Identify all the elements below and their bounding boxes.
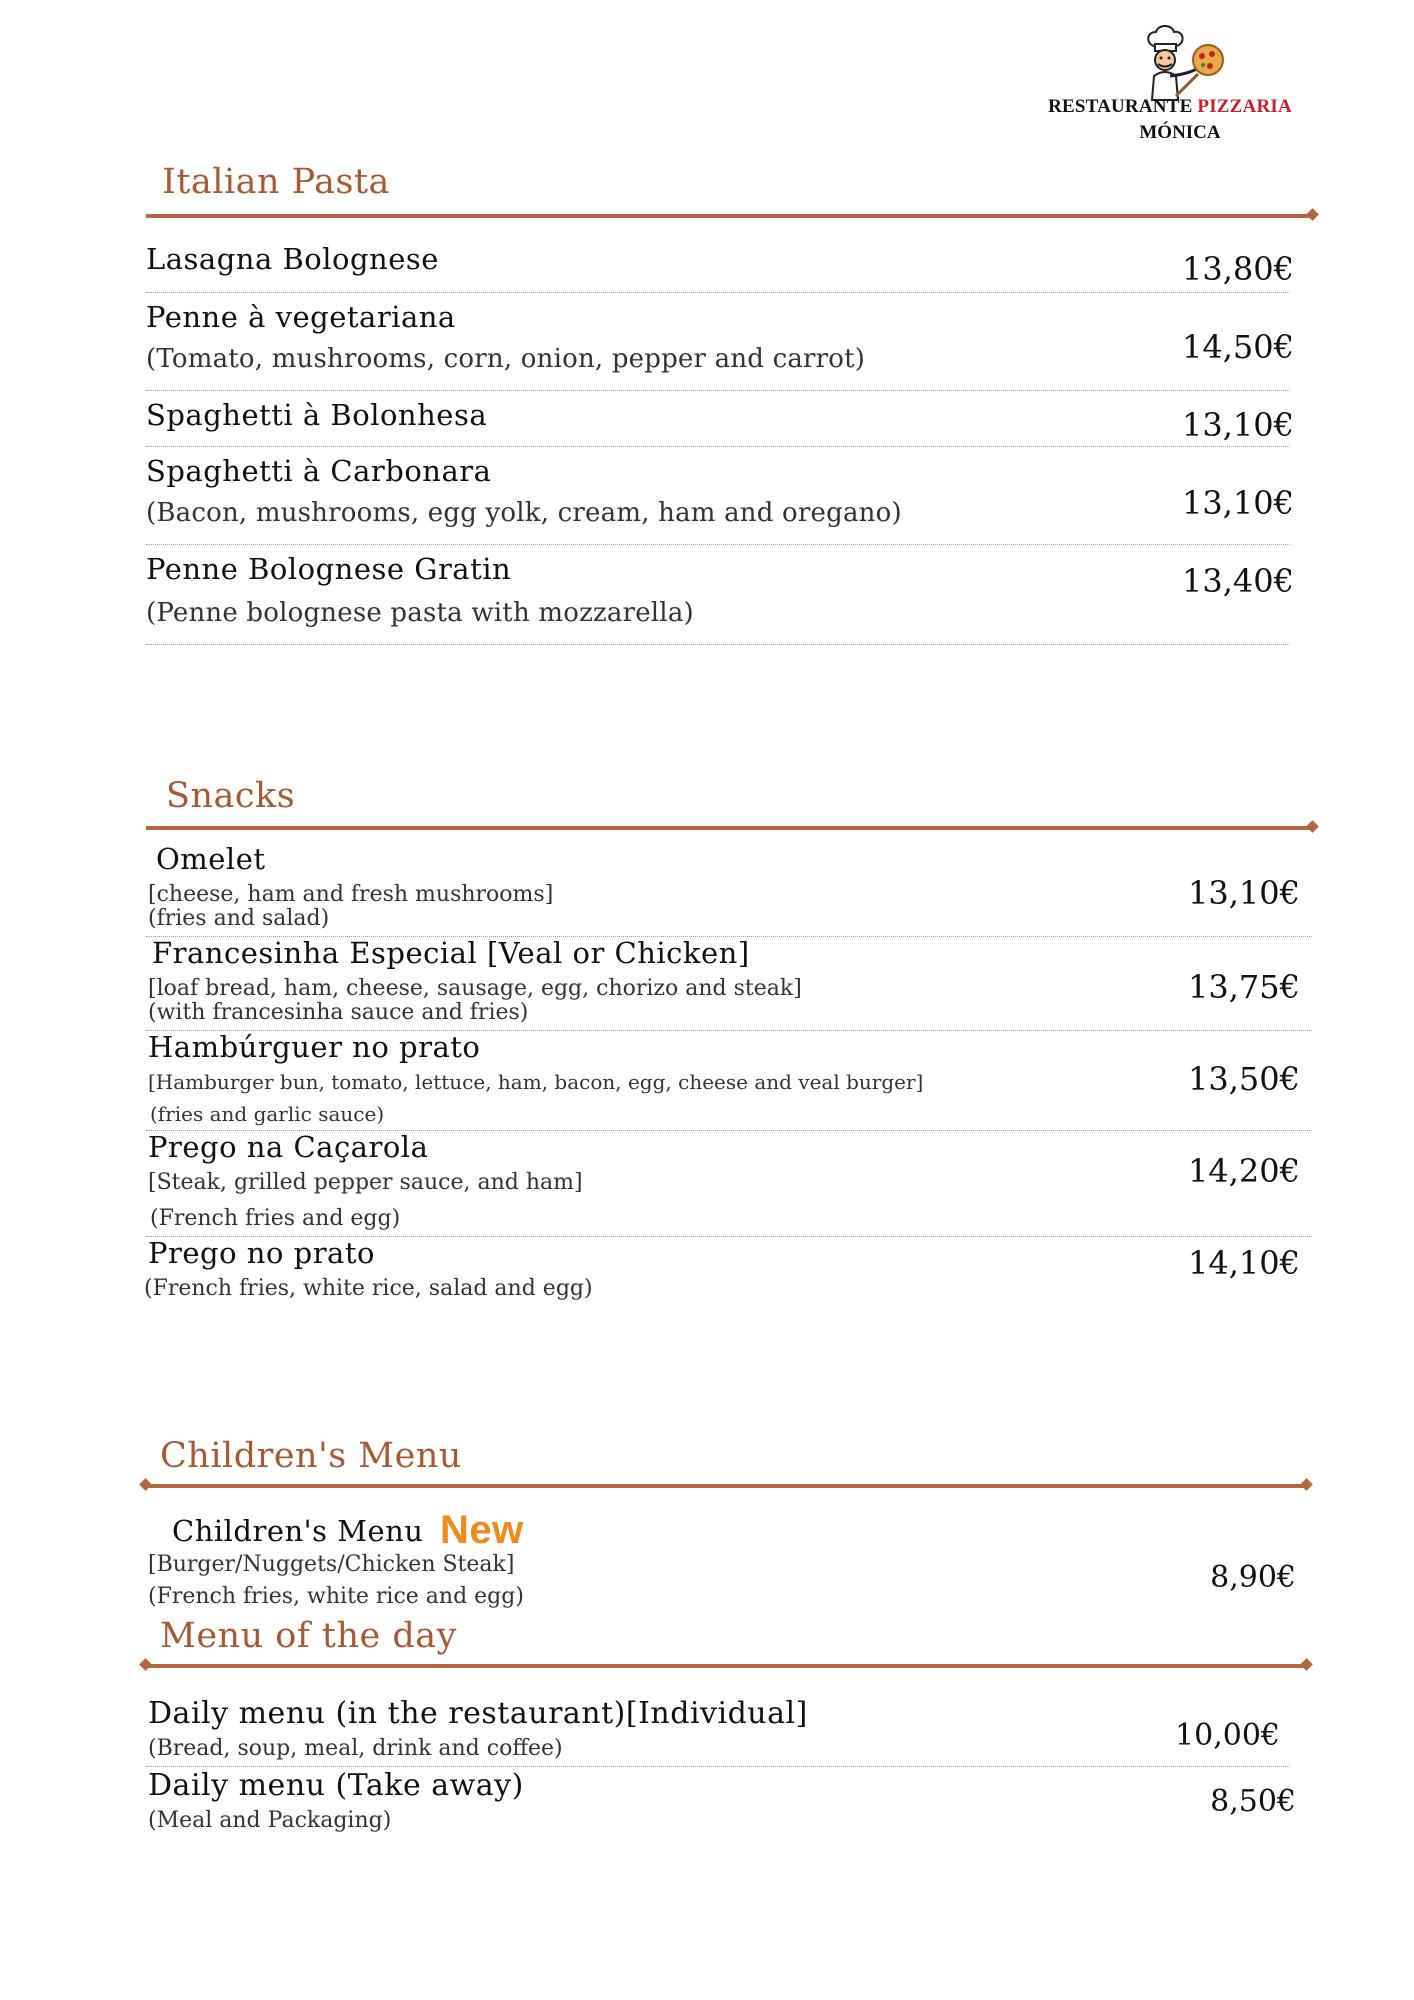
menu-item-name: Omelet — [156, 842, 266, 876]
menu-item-description: (French fries, white rice, salad and egg) — [144, 1276, 593, 1301]
dotted-separator — [146, 1766, 1290, 1767]
menu-item-description: [Burger/Nuggets/Chicken Steak] — [148, 1552, 515, 1577]
menu-item-description: (French fries and egg) — [150, 1206, 401, 1231]
dotted-separator — [146, 390, 1290, 391]
menu-item-price: 14,20€ — [1188, 1152, 1300, 1190]
section-divider — [146, 1484, 1306, 1488]
menu-item-price: 8,90€ — [1210, 1560, 1296, 1595]
menu-item-name: Children's Menu — [172, 1514, 424, 1548]
menu-item-description: (French fries, white rice and egg) — [148, 1584, 524, 1609]
menu-item-description: (fries and garlic sauce) — [150, 1102, 385, 1126]
logo-text-line1 — [1030, 96, 1310, 118]
menu-item-name: Prego no prato — [148, 1236, 375, 1270]
menu-item-name: Spaghetti à Bolonhesa — [146, 398, 488, 432]
menu-item-price: 10,00€ — [1175, 1718, 1280, 1753]
section-title-italian-pasta: Italian Pasta — [162, 162, 390, 202]
menu-item-name: Daily menu (in the restaurant)[Individual] — [148, 1696, 808, 1731]
menu-item-name: Penne Bolognese Gratin — [146, 552, 512, 586]
menu-item-price: 13,50€ — [1188, 1060, 1300, 1098]
menu-item-name: Spaghetti à Carbonara — [146, 454, 492, 488]
menu-item-description: (Penne bolognese pasta with mozzarella) — [146, 598, 694, 628]
restaurant-logo — [1030, 20, 1310, 150]
menu-item-description: (Bacon, mushrooms, egg yolk, cream, ham and oregano) — [146, 498, 902, 528]
menu-item-name: Lasagna Bolognese — [146, 242, 439, 276]
section-title-menu-of-the-day: Menu of the day — [160, 1616, 457, 1656]
menu-item-description: [loaf bread, ham, cheese, sausage, egg, chorizo and steak] — [148, 976, 802, 1001]
menu-item-name: Daily menu (Take away) — [148, 1768, 524, 1803]
menu-item-description: (Tomato, mushrooms, corn, onion, pepper and carrot) — [146, 344, 866, 374]
dotted-separator — [146, 544, 1290, 545]
menu-item-description: (Meal and Packaging) — [148, 1808, 392, 1833]
dotted-separator — [146, 644, 1290, 645]
menu-item-name: Francesinha Especial [Veal or Chicken] — [152, 936, 750, 970]
menu-item-price: 14,50€ — [1182, 328, 1294, 366]
menu-item-description: (Bread, soup, meal, drink and coffee) — [148, 1736, 563, 1761]
new-badge: New — [440, 1508, 524, 1552]
chef-pizza-icon — [1140, 24, 1230, 102]
menu-item-price: 13,80€ — [1182, 250, 1294, 288]
menu-item-description: [Steak, grilled pepper sauce, and ham] — [148, 1170, 583, 1195]
section-title-snacks: Snacks — [166, 776, 296, 816]
menu-item-price: 13,40€ — [1182, 562, 1294, 600]
menu-item-price: 13,10€ — [1182, 406, 1294, 444]
menu-item-price: 8,50€ — [1210, 1784, 1296, 1819]
logo-word-pizzaria: PIZZARIA — [1197, 96, 1292, 117]
section-divider — [146, 1664, 1306, 1668]
dotted-separator — [146, 446, 1290, 447]
menu-item-name: Hambúrguer no prato — [148, 1030, 481, 1064]
section-divider — [146, 826, 1312, 830]
menu-item-price: 13,75€ — [1188, 968, 1300, 1006]
menu-item-price: 13,10€ — [1182, 484, 1294, 522]
section-title-childrens-menu: Children's Menu — [160, 1436, 462, 1476]
menu-item-name: Penne à vegetariana — [146, 300, 456, 334]
menu-item-description: [cheese, ham and fresh mushrooms] — [148, 882, 554, 907]
section-divider — [146, 214, 1312, 218]
dotted-separator — [146, 292, 1290, 293]
menu-item-description: (with francesinha sauce and fries) — [148, 1000, 529, 1025]
menu-item-price: 14,10€ — [1188, 1244, 1300, 1282]
menu-item-description: (fries and salad) — [148, 906, 330, 931]
menu-item-price: 13,10€ — [1188, 874, 1300, 912]
logo-word-restaurante: RESTAURANTE — [1048, 96, 1193, 117]
menu-item-description: [Hamburger bun, tomato, lettuce, ham, bacon, egg, cheese and veal burger] — [148, 1070, 924, 1094]
menu-item-name: Prego na Caçarola — [148, 1130, 429, 1164]
logo-word-monica: MÓNICA — [1139, 122, 1221, 143]
